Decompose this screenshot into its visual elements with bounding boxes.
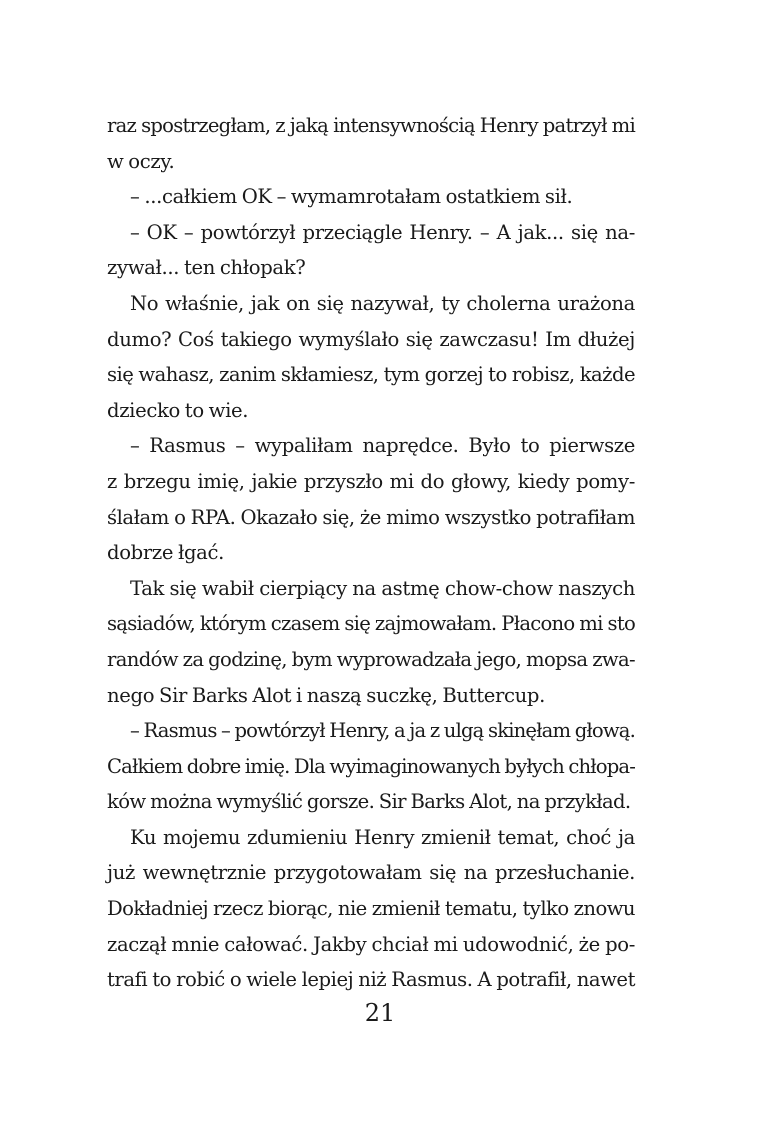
text-line: zywał... ten chłopak?: [107, 256, 306, 280]
text-line: dobrze łgać.: [107, 541, 224, 565]
text-line: z brzegu imię, jakie przyszło mi do głowy, kiedy pomy-: [107, 469, 635, 493]
text-line: sąsiadów, którym czasem się zajmowałam. Płacono mi sto: [107, 612, 635, 636]
text-line: No właśnie, jak on się nazywał, ty cholerna urażona: [130, 291, 635, 315]
text-line: Tak się wabił cierpiący na astmę chow-chow naszych: [130, 576, 635, 600]
text-line: Ku mojemu zdumieniu Henry zmienił temat, choć ja: [130, 825, 635, 849]
text-line: – ...całkiem OK – wymamrotałam ostatkiem sił.: [130, 185, 573, 209]
text-line: dumo? Coś takiego wymyślało się zawczasu! Im dłużej: [107, 327, 635, 351]
text-line: ślałam o RPA. Okazało się, że mimo wszystko potrafiłam: [107, 505, 635, 529]
text-line: już wewnętrznie przygotowałam się na przesłuchanie.: [107, 861, 635, 885]
text-line: ków można wymyślić gorsze. Sir Barks Alot, na przykład.: [107, 790, 631, 814]
text-line: – OK – powtórzył przeciągle Henry. – A jak... się na-: [130, 220, 635, 244]
text-line: w oczy.: [107, 149, 175, 173]
text-line: – Rasmus – powtórzył Henry, a ja z ulgą skinęłam głową.: [130, 719, 635, 743]
text-line: raz spostrzegłam, z jaką intensywnością Henry patrzył mi: [107, 114, 635, 137]
text-line: nego Sir Barks Alot i naszą suczkę, Buttercup.: [107, 683, 545, 707]
page-number: 21: [364, 999, 396, 1027]
text-line: Całkiem dobre imię. Dla wyimaginowanych byłych chłopa-: [107, 754, 635, 778]
text-line: randów za godzinę, bym wyprowadzała jego, mopsa zwa-: [107, 647, 635, 671]
text-line: trafi to robić o wiele lepiej niż Rasmus. A potrafił, nawet: [107, 968, 635, 992]
text-line: Dokładniej rzecz biorąc, nie zmienił tematu, tylko znowu: [107, 897, 635, 921]
text-line: dziecko to wie.: [107, 398, 249, 422]
text-line: zaczął mnie całować. Jakby chciał mi udowodnić, że po-: [107, 932, 635, 956]
body-text: [107, 108, 635, 998]
text-line: – Rasmus – wypaliłam naprędce. Było to pierwsze: [130, 434, 635, 458]
text-line: się wahasz, zanim skłamiesz, tym gorzej to robisz, każde: [107, 363, 635, 387]
